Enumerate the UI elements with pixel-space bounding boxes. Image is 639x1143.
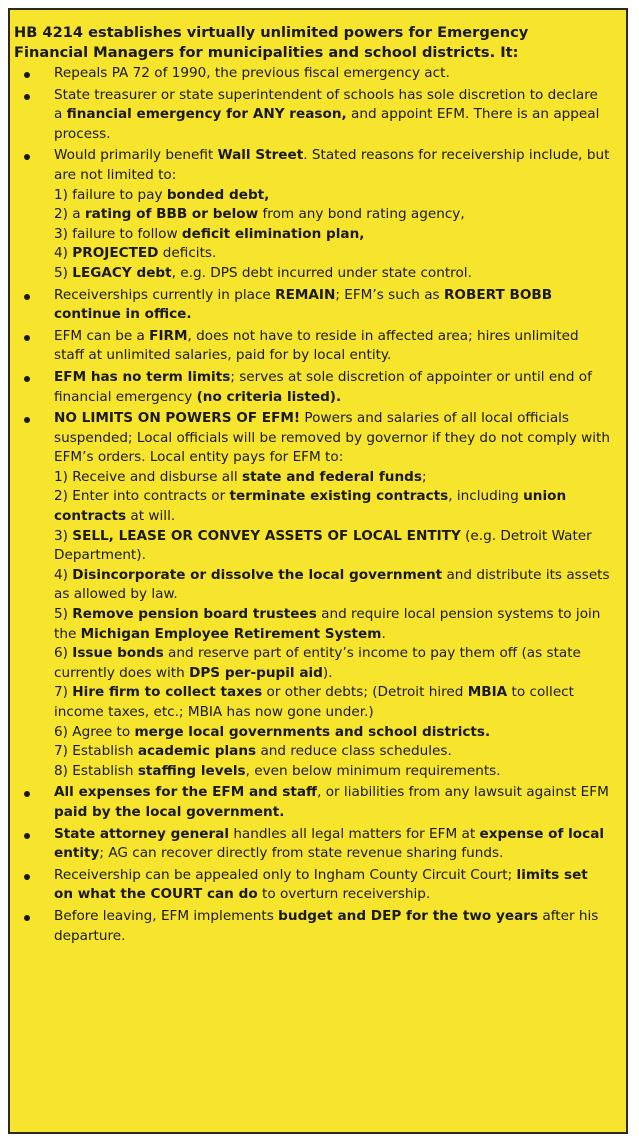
text: Receivership can be appealed only to Ingham County Circuit Court;: [54, 866, 517, 883]
text: , or liabilities from any lawsuit against EFM: [317, 784, 609, 801]
bold-text: state and federal funds: [242, 468, 422, 485]
bullet-text: [54, 825, 610, 864]
bold-text: PROJECTED: [72, 245, 159, 262]
bullet-item: [54, 783, 610, 822]
text: to overturn receivership.: [257, 886, 431, 903]
text: ).: [322, 664, 333, 681]
bullet-dot-icon: [24, 72, 30, 78]
bullet-subitem: [54, 566, 610, 605]
heading-wrap: [14, 23, 594, 63]
text: and appoint EFM. There is an appeal process.: [54, 106, 600, 142]
bullet-dot-icon: [24, 294, 30, 300]
text: and require local pension systems to join the: [54, 606, 601, 642]
bold-text: MBIA: [467, 684, 508, 701]
text: ; AG can recover directly from state revenue sharing funds.: [99, 845, 504, 862]
text: 6): [54, 645, 73, 662]
bold-text: rating of BBB or below: [84, 206, 259, 223]
bold-text: paid by the local government.: [54, 803, 285, 820]
bold-text: ROBERT BOBB continue in office.: [54, 286, 553, 323]
text: , even below minimum requirements.: [245, 762, 501, 779]
bullet-subitem: [54, 605, 610, 644]
text: 1) failure to pay: [54, 186, 167, 203]
bullet-subitem: [54, 644, 610, 683]
bullet-item: [54, 146, 610, 283]
text: , including: [448, 488, 524, 505]
bold-text: State attorney general: [54, 825, 229, 842]
bullet-dot-icon: [24, 915, 30, 921]
bullet-dot-icon: [24, 335, 30, 341]
text: 2) a: [54, 206, 85, 223]
text: Receiverships currently in place: [54, 286, 276, 303]
bullet-dot-icon: [24, 874, 30, 880]
text: and reduce class schedules.: [256, 743, 452, 760]
bold-text: DPS per-pupil aid: [189, 664, 323, 681]
bullet-dot-icon: [24, 94, 30, 100]
bullet-subitem: [54, 205, 610, 225]
bold-text: Hire firm to collect taxes: [72, 684, 263, 701]
text: . Stated reasons for receivership include, but are not limited to:: [54, 147, 610, 183]
bullet-item: [54, 866, 610, 905]
bullet-text: [54, 146, 610, 185]
text: from any bond rating agency,: [258, 206, 465, 223]
bold-text: REMAIN: [275, 286, 336, 303]
bullet-item: [54, 64, 610, 84]
bullet-dot-icon: [24, 376, 30, 382]
text: 4): [54, 245, 73, 262]
bullet-item: [54, 327, 610, 366]
text: Powers and salaries of all local officials suspended; Local officials will be removed by governor if they do not comply with EFM’s orders. Local entity pays for EFM to:: [54, 410, 610, 466]
bullet-item: [54, 86, 610, 145]
flyer-sheet: [8, 8, 628, 1134]
bold-text: expense of local entity: [54, 825, 605, 862]
text: 5): [54, 264, 73, 281]
flyer-heading: HB 4214 establishes virtually unlimited powers for Emergency Financial Managers for municipalities and school districts. It:: [14, 24, 529, 61]
text: .: [381, 625, 386, 642]
bold-text: LEGACY debt: [72, 264, 172, 281]
bold-text: (no criteria listed).: [196, 388, 342, 405]
text: and reserve part of entity’s income to pay them off (as state currently does with: [54, 645, 581, 681]
bold-text: terminate existing contracts: [229, 488, 449, 505]
bullet-item: [54, 286, 610, 325]
bullet-dot-icon: [24, 833, 30, 839]
bold-text: Michigan Employee Retirement System: [80, 625, 382, 642]
bold-text: All expenses for the EFM and staff: [54, 784, 318, 801]
text: or other debts; (Detroit hired: [262, 684, 468, 701]
bullet-text: [54, 409, 610, 468]
text: after his departure.: [54, 907, 599, 944]
bold-text: Issue bonds: [72, 645, 164, 662]
bullet-subitem: [54, 244, 610, 264]
bold-text: union contracts: [54, 488, 567, 525]
bullet-text: [54, 327, 610, 366]
text: , e.g. DPS debt incurred under state control.: [171, 264, 472, 281]
bullet-subitem: [54, 468, 610, 488]
bullet-subitem: [54, 683, 610, 722]
text: 3): [54, 527, 73, 544]
text: 3) failure to follow: [54, 225, 182, 242]
bullet-item: [54, 368, 610, 407]
bold-text: financial emergency for ANY reason,: [66, 106, 347, 123]
text: and distribute its assets as allowed by law.: [54, 566, 610, 603]
bold-text: budget and DEP for the two years: [278, 907, 539, 924]
bold-text: FIRM: [149, 327, 188, 344]
text: 6) Agree to: [54, 723, 135, 740]
text: ; EFM’s such as: [335, 286, 444, 303]
text: 1) Receive and disburse all: [54, 468, 243, 485]
bullet-subitem: [54, 742, 610, 762]
text: to collect income taxes, etc.; MBIA has now gone under.): [54, 684, 574, 720]
text: at will.: [126, 508, 176, 525]
text: Repeals PA 72 of 1990, the previous fiscal emergency act.: [54, 65, 450, 81]
bold-text: NO LIMITS ON POWERS OF EFM!: [54, 410, 301, 427]
text: State treasurer or state superintendent of schools has sole discretion to declare a: [54, 86, 598, 123]
text: deficits.: [158, 245, 217, 262]
bullet-text: [54, 866, 610, 905]
bullet-item: [54, 907, 610, 946]
text: (e.g. Detroit Water Department).: [54, 527, 592, 564]
bullet-text: [54, 64, 610, 84]
bullet-subitem: [54, 527, 610, 566]
flyer-content: [10, 10, 626, 1132]
text: ; serves at sole discretion of appointer or until end of financial emergency: [54, 368, 592, 405]
bullet-list: [54, 64, 610, 946]
bold-text: academic plans: [137, 743, 257, 760]
text: 8) Establish: [54, 762, 138, 779]
text: 5): [54, 606, 73, 623]
text: 7): [54, 684, 73, 701]
bullet-subitem: [54, 264, 610, 284]
bullet-text: [54, 783, 610, 822]
bold-text: limits set on what the COURT can do: [54, 866, 588, 903]
bold-text: merge local governments and school districts.: [134, 723, 491, 740]
bullet-subitem: [54, 487, 610, 526]
bullet-subitem: [54, 186, 610, 206]
bold-text: SELL, LEASE OR CONVEY ASSETS OF LOCAL ENTITY: [72, 527, 461, 544]
bullet-subitem: [54, 723, 610, 743]
bullet-text: [54, 286, 610, 325]
bullet-subitem: [54, 762, 610, 782]
bullet-dot-icon: [24, 154, 30, 160]
bold-text: EFM has no term limits: [54, 368, 231, 385]
bullet-text: [54, 86, 610, 145]
bold-text: Wall Street: [217, 147, 304, 164]
bold-text: deficit elimination plan,: [181, 225, 365, 242]
text: EFM can be a: [54, 327, 150, 344]
bullet-dot-icon: [24, 791, 30, 797]
bullet-text: [54, 907, 610, 946]
bold-text: bonded debt,: [166, 186, 270, 203]
text: , does not have to reside in affected area; hires unlimited staff at unlimited salaries, paid for by local entity.: [54, 327, 579, 364]
bullet-subitem: [54, 225, 610, 245]
bullet-text: [54, 368, 610, 407]
text: 4): [54, 566, 73, 583]
bullet-item: [54, 825, 610, 864]
text: 2) Enter into contracts or: [54, 488, 230, 505]
bold-text: staffing levels: [137, 762, 246, 779]
text: 7) Establish: [54, 743, 138, 760]
text: Before leaving, EFM implements: [54, 907, 279, 924]
bold-text: Disincorporate or dissolve the local government: [72, 566, 443, 583]
text: ;: [422, 468, 427, 485]
bullet-dot-icon: [24, 417, 30, 423]
text: handles all legal matters for EFM at: [229, 825, 480, 842]
bullet-item: [54, 409, 610, 781]
text: Would primarily benefit: [54, 147, 218, 164]
bold-text: Remove pension board trustees: [72, 606, 317, 623]
